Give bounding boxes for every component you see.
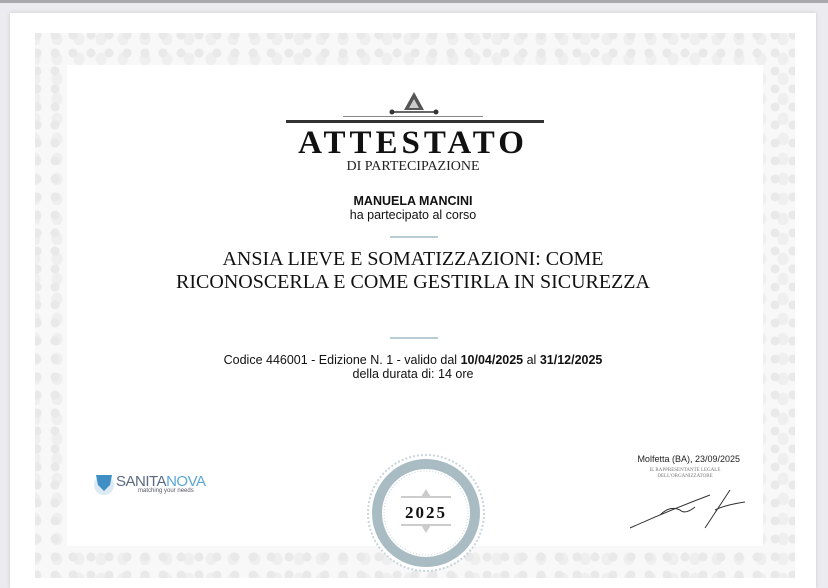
certificate-page — [10, 13, 816, 588]
signatory-title: IL RAPPRESENTANTE LEGALE — [649, 468, 721, 473]
valid-from: 10/04/2025 — [460, 353, 524, 367]
recipient-name: MANUELA MANCINI — [353, 194, 473, 208]
year-seal — [366, 453, 486, 573]
sanitanova-logo — [92, 471, 205, 495]
title-rule-thick — [286, 120, 544, 123]
valid-to: 31/12/2025 — [539, 353, 603, 367]
course-code — [10, 353, 816, 367]
course-title — [10, 248, 816, 294]
code-text: Codice 446001 - Edizione N. 1 - valido dal — [223, 353, 461, 367]
brand-b: NOVA — [166, 472, 206, 490]
brand-a: SANITA — [116, 472, 167, 490]
separator — [390, 236, 438, 238]
course-title-line: RICONOSCERLA E COME GESTIRLA IN SICUREZZA — [176, 271, 650, 293]
window-top-edge — [0, 0, 828, 3]
handwritten-signature — [620, 480, 750, 530]
place-date: Molfetta (BA), 23/09/2025 — [637, 454, 740, 464]
logo-tagline: matching your needs — [138, 487, 194, 494]
certificate-subtitle: DI PARTECIPAZIONE — [346, 159, 480, 174]
certificate-title: ATTESTATO — [298, 125, 528, 161]
separator — [390, 337, 438, 339]
signatory-title: DELL'ORGANIZZATORE — [657, 474, 713, 479]
signature-block — [620, 468, 750, 533]
seal-year: 2025 — [405, 503, 447, 522]
code-text: al — [523, 353, 540, 367]
shield-logo-icon — [92, 471, 116, 495]
course-duration: della durata di: 14 ore — [352, 367, 474, 381]
triangle-ornament-icon — [386, 90, 442, 116]
title-rule-thin — [343, 116, 483, 117]
course-title-line: ANSIA LIEVE E SOMATIZZAZIONI: COME — [222, 248, 604, 270]
participation-text: ha partecipato al corso — [349, 208, 477, 222]
